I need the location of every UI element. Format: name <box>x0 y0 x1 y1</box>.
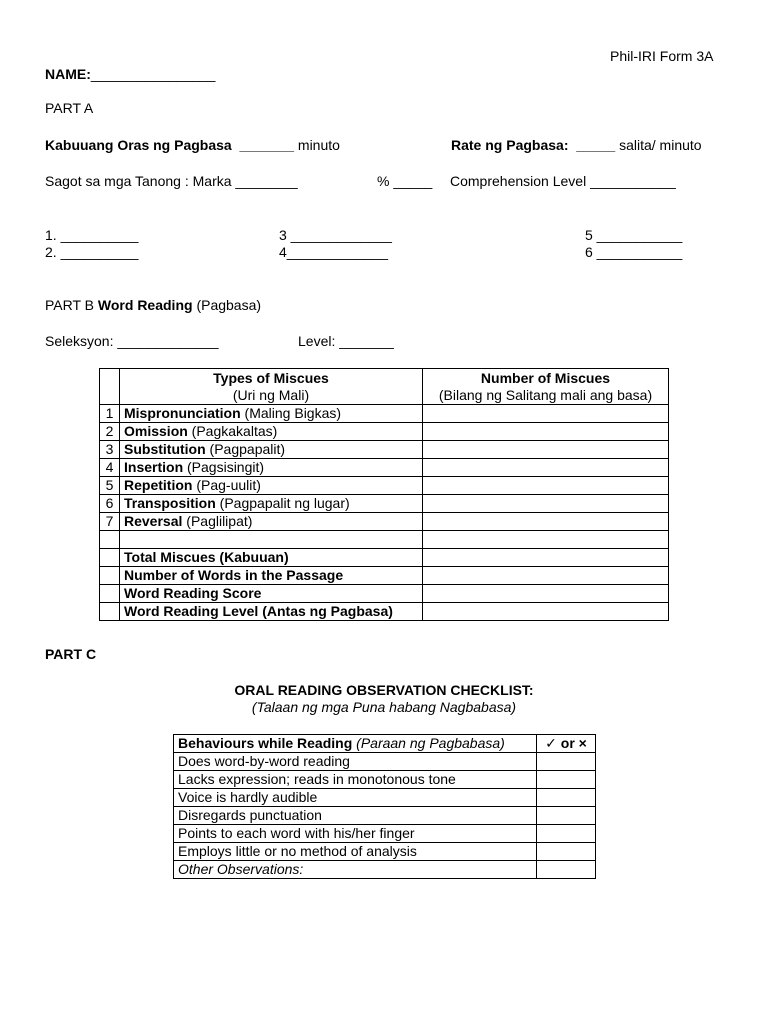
row-number: 5 <box>100 477 120 495</box>
behaviour-label: Voice is hardly audible <box>174 789 537 807</box>
behaviour-mark-cell[interactable] <box>537 771 596 789</box>
row-number: 4 <box>100 459 120 477</box>
table-row <box>100 477 669 495</box>
miscue-type <box>120 423 423 441</box>
behaviour-label: Points to each word with his/her finger <box>174 825 537 843</box>
miscue-type-translation: (Pagpapalit) <box>205 441 286 457</box>
table-row <box>100 495 669 513</box>
checklist-header <box>174 735 596 753</box>
row-number-blank <box>100 549 120 567</box>
kabuuang-oras-unit: minuto <box>297 137 340 153</box>
word-reading-score-cell[interactable] <box>423 585 669 603</box>
part-b-title <box>45 297 261 314</box>
other-observations-mark-cell[interactable] <box>537 861 596 879</box>
part-b-prefix: PART B <box>45 297 98 313</box>
summary-row <box>100 585 669 603</box>
miscue-count-cell[interactable] <box>423 423 669 441</box>
miscue-type <box>120 477 423 495</box>
part-c-title: PART C <box>45 646 97 662</box>
miscue-count-cell[interactable] <box>423 513 669 531</box>
miscue-type-translation: (Pagpapalit ng lugar) <box>215 495 350 511</box>
miscue-type-translation: (Pagsisingit) <box>183 459 265 475</box>
table-row <box>100 423 669 441</box>
row-number: 6 <box>100 495 120 513</box>
name-blank: ________________ <box>90 66 216 82</box>
miscue-count-cell[interactable] <box>423 477 669 495</box>
answer-1[interactable]: 1. __________ <box>45 227 139 243</box>
word-reading-level-cell[interactable] <box>423 603 669 621</box>
answer-4[interactable]: 4_____________ <box>279 244 389 260</box>
summary-row <box>100 549 669 567</box>
percent-field[interactable]: % _____ <box>377 173 433 189</box>
number-of-miscues-title: Number of Miscues <box>480 369 611 386</box>
checklist-row <box>174 789 596 807</box>
behaviour-mark-cell[interactable] <box>537 807 596 825</box>
name-field[interactable] <box>45 66 215 83</box>
checklist-table <box>173 734 596 879</box>
blank-cell <box>120 531 423 549</box>
table-row <box>100 513 669 531</box>
miscue-type-name: Substitution <box>124 441 206 457</box>
blank-count-cell[interactable] <box>423 531 669 549</box>
form-id: Phil-IRI Form 3A <box>610 48 714 64</box>
answer-5[interactable]: 5 ___________ <box>585 227 683 243</box>
miscue-type <box>120 513 423 531</box>
behaviours-header-italic: (Paraan ng Pagbabasa) <box>352 735 505 751</box>
seleksyon-field[interactable]: Seleksyon: _____________ <box>45 333 219 349</box>
miscue-type-translation: (Pag-uulit) <box>192 477 261 493</box>
behaviours-header-bold: Behaviours while Reading <box>178 735 353 751</box>
header-num-cell <box>100 369 120 405</box>
behaviour-mark-cell[interactable] <box>537 753 596 771</box>
checklist-row <box>174 843 596 861</box>
header-types-cell <box>120 369 423 405</box>
row-number: 1 <box>100 405 120 423</box>
name-label: NAME: <box>45 66 91 82</box>
row-number-blank <box>100 585 120 603</box>
row-number: 3 <box>100 441 120 459</box>
miscue-table <box>99 368 669 621</box>
row-number-blank <box>100 567 120 585</box>
miscue-count-cell[interactable] <box>423 495 669 513</box>
words-in-passage-cell[interactable] <box>423 567 669 585</box>
word-reading-score-label: Word Reading Score <box>120 585 423 603</box>
kabuuang-oras-blank: _______ <box>239 137 295 153</box>
miscue-table-header <box>100 369 669 405</box>
checklist-title: ORAL READING OBSERVATION CHECKLIST: <box>234 682 534 698</box>
miscue-type-name: Transposition <box>124 495 216 511</box>
checklist-row <box>174 825 596 843</box>
answer-6[interactable]: 6 ___________ <box>585 244 683 260</box>
checklist-subtitle: (Talaan ng mga Puna habang Nagbabasa) <box>251 699 517 715</box>
other-observations-label: Other Observations: <box>174 861 537 879</box>
miscue-type-name: Omission <box>124 423 188 439</box>
behaviour-label: Disregards punctuation <box>174 807 537 825</box>
row-number: 2 <box>100 423 120 441</box>
row-number: 7 <box>100 513 120 531</box>
miscue-count-cell[interactable] <box>423 441 669 459</box>
miscue-type <box>120 441 423 459</box>
miscue-count-cell[interactable] <box>423 405 669 423</box>
behaviour-mark-cell[interactable] <box>537 825 596 843</box>
checklist-row <box>174 807 596 825</box>
answer-2[interactable]: 2. __________ <box>45 244 139 260</box>
types-of-miscues-title: Types of Miscues <box>213 369 329 386</box>
behaviour-mark-cell[interactable] <box>537 789 596 807</box>
level-field[interactable]: Level: _______ <box>298 333 394 349</box>
total-miscues-label: Total Miscues (Kabuuan) <box>120 549 423 567</box>
rate-field[interactable] <box>451 137 702 154</box>
miscue-type-name: Reversal <box>124 513 183 529</box>
behaviour-label: Lacks expression; reads in monotonous tone <box>174 771 537 789</box>
behaviour-mark-cell[interactable] <box>537 843 596 861</box>
table-row-blank <box>100 531 669 549</box>
sagot-marka-field[interactable]: Sagot sa mga Tanong : Marka ________ <box>45 173 298 189</box>
kabuuang-oras-field[interactable] <box>45 137 340 154</box>
answer-3[interactable]: 3 _____________ <box>279 227 392 243</box>
behaviour-label: Does word-by-word reading <box>174 753 537 771</box>
checklist-row <box>174 753 596 771</box>
miscue-type-name: Mispronunciation <box>124 405 241 421</box>
checklist-row-other <box>174 861 596 879</box>
miscue-count-cell[interactable] <box>423 459 669 477</box>
miscue-type <box>120 459 423 477</box>
table-row <box>100 459 669 477</box>
summary-row <box>100 603 669 621</box>
behaviours-header <box>174 735 537 753</box>
summary-row <box>100 567 669 585</box>
behaviour-label: Employs little or no method of analysis <box>174 843 537 861</box>
part-b-title-bold: Word Reading <box>97 297 193 313</box>
miscue-type-name: Insertion <box>124 459 184 475</box>
row-number-blank <box>100 603 120 621</box>
rate-blank: _____ <box>576 137 616 153</box>
miscue-type-translation: (Maling Bigkas) <box>240 405 342 421</box>
rate-unit: salita/ minuto <box>619 137 702 153</box>
checklist-row <box>174 771 596 789</box>
total-miscues-cell[interactable] <box>423 549 669 567</box>
comprehension-level-field[interactable]: Comprehension Level ___________ <box>450 173 676 189</box>
words-in-passage-label: Number of Words in the Passage <box>120 567 423 585</box>
miscue-type <box>120 495 423 513</box>
table-row <box>100 441 669 459</box>
miscue-type <box>120 405 423 423</box>
rate-label: Rate ng Pagbasa: <box>451 137 569 153</box>
check-or-x-header: ✓ or × <box>537 735 596 753</box>
word-reading-level-label: Word Reading Level (Antas ng Pagbasa) <box>120 603 423 621</box>
table-row <box>100 405 669 423</box>
miscue-type-name: Repetition <box>124 477 193 493</box>
part-b-title-rest: (Pagbasa) <box>192 297 262 313</box>
number-of-miscues-sub: (Bilang ng Salitang mali ang basa) <box>438 386 653 403</box>
part-a-title: PART A <box>45 100 94 116</box>
kabuuang-oras-label: Kabuuang Oras ng Pagbasa <box>45 137 232 153</box>
miscue-type-translation: (Pagkakaltas) <box>187 423 278 439</box>
miscue-type-translation: (Paglilipat) <box>182 513 253 529</box>
types-of-miscues-sub: (Uri ng Mali) <box>232 386 310 403</box>
header-number-cell <box>423 369 669 405</box>
row-number-blank <box>100 531 120 549</box>
